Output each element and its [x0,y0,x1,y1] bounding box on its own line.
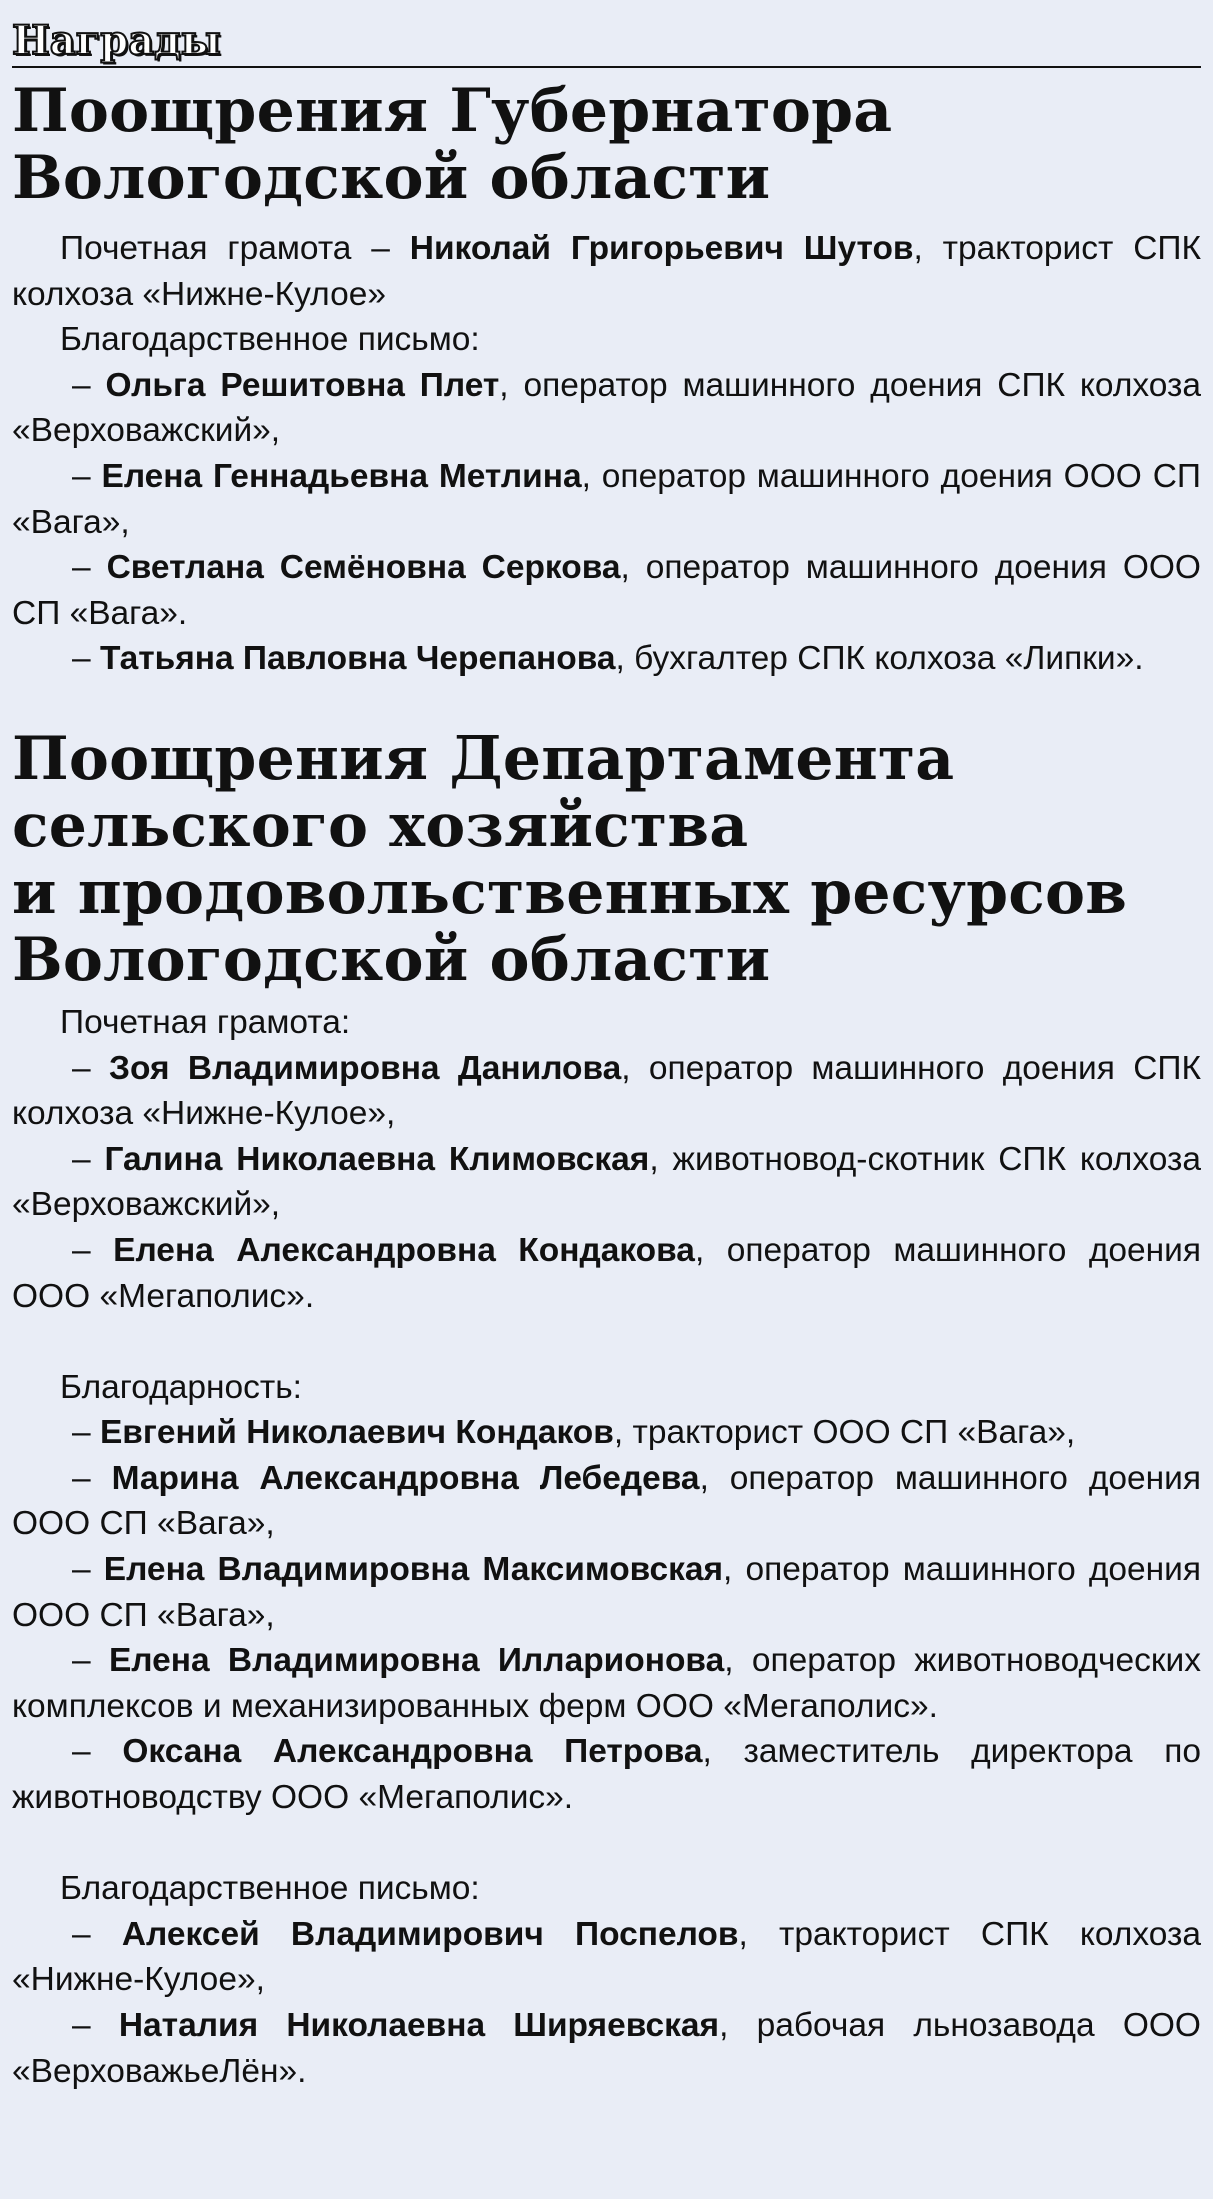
title-line: Поощрения Губернатора [12,76,893,146]
entry-prefix: – [72,2007,119,2044]
section-title-governor [12,78,1201,212]
governor-awards-section [12,78,1201,682]
award-entry [12,1046,1201,1137]
title-line: Поощрения Департамента [12,723,955,794]
recipient-name: Николай Григорьевич Шутов [409,230,914,267]
award-entry [12,1638,1201,1729]
title-line: сельского хозяйства [12,790,749,861]
recipient-name: Оксана Александровна Петрова [122,1733,703,1771]
recipient-position: , животновод-скотник СПК колхоза «Верховажский», [12,1140,1201,1224]
award-entry [12,226,1201,317]
rubric-header [12,14,1201,68]
award-entry [12,2003,1201,2094]
recipient-name: Светлана Семёновна Серкова [106,549,621,587]
recipient-name: Наталия Николаевна Ширяевская [118,2007,720,2044]
paragraph-gap [12,1821,1201,1867]
award-category-label: Благодарность: [60,1368,302,1406]
award-entry [12,1547,1201,1638]
recipient-position: , оператор машинного доения СПК колхоза «Верховажский», [12,366,1201,450]
recipient-position: , оператор машинного доения ООО СП «Вага», [12,1459,1201,1543]
recipient-position: , бухгалтер СПК колхоза «Липки». [615,640,1144,678]
recipient-position: , оператор животноводческих комплексов и механизированных ферм ООО «Мегаполис». [12,1642,1202,1725]
award-entry [12,1410,1201,1456]
award-entry [12,1228,1201,1319]
department-awards-section [12,723,1202,2094]
recipient-position: , тракторист ООО СП «Вага», [613,1414,1076,1452]
recipient-position: , заместитель директора по животноводству ООО «Мегаполис». [12,1733,1201,1817]
recipient-name: Алексей Владимирович Поспелов [121,1915,739,1953]
title-line: Вологодской области [12,924,771,995]
recipient-name: Ольга Решитовна Плет [105,366,500,404]
entry-prefix: – [72,1140,105,1178]
entry-prefix: – [72,366,106,404]
entry-prefix: – [72,1915,122,1953]
award-category-label: Благодарственное письмо: [60,321,480,359]
award-entry [12,1137,1201,1228]
section-title-department [12,723,1201,995]
recipient-position: , оператор машинного доения ООО СП «Вага». [12,549,1201,632]
award-entry [12,363,1201,454]
award-entry [12,545,1201,636]
rubric-label: Награды [12,17,221,64]
recipient-name: Елена Владимировна Максимовская [103,1551,724,1589]
governor-awards-list [12,226,1201,682]
recipient-name: Елена Александровна Кондакова [113,1231,695,1269]
entry-prefix: – [72,1049,109,1087]
entry-prefix: – [72,640,100,678]
recipient-position: , тракторист СПК колхоза «Нижне-Кулое» [12,230,1201,313]
entry-prefix: – [72,457,102,495]
entry-prefix: – [72,549,107,587]
entry-prefix: – [72,1733,123,1771]
award-entry [12,1729,1201,1820]
award-entry [12,1456,1201,1547]
recipient-name: Елена Владимировна Илларионова [108,1642,725,1680]
paragraph-gap [12,1319,1201,1365]
entry-prefix: Почетная грамота – [60,230,410,267]
award-entry [12,1912,1201,2003]
recipient-name: Татьяна Павловна Черепанова [99,640,616,678]
recipient-name: Марина Александровна Лебедева [111,1459,700,1497]
recipient-position: , тракторист СПК колхоза «Нижне-Кулое», [12,1915,1201,1999]
recipient-position: , оператор машинного доения ООО «Мегаполис». [12,1231,1202,1315]
award-entry [12,636,1201,682]
entry-prefix: – [72,1414,100,1452]
award-category-label: Почетная грамота: [60,1003,351,1041]
title-line: и продовольственных ресурсов [12,857,1128,928]
entry-prefix: – [72,1459,112,1497]
recipient-position: , оператор машинного доения СПК колхоза «Нижне-Кулое», [12,1049,1201,1133]
recipient-position: , оператор машинного доения ООО СП «Вага», [12,1551,1201,1634]
recipient-position: , рабочая льнозавода ООО «ВерховажьеЛён». [12,2007,1201,2090]
recipient-name: Евгений Николаевич Кондаков [99,1414,614,1452]
recipient-name: Зоя Владимировна Данилова [108,1049,622,1087]
entry-prefix: – [72,1231,114,1269]
entry-prefix: – [72,1551,104,1589]
title-line: Вологодской области [12,143,771,213]
department-awards-list [12,1000,1201,2094]
award-category-label: Благодарственное письмо: [60,1870,480,1908]
recipient-name: Галина Николаевна Климовская [104,1140,650,1178]
recipient-position: , оператор машинного доения ООО СП «Вага», [12,457,1201,541]
entry-prefix: – [72,1642,109,1680]
award-entry [12,454,1201,545]
recipient-name: Елена Геннадьевна Метлина [101,457,582,495]
